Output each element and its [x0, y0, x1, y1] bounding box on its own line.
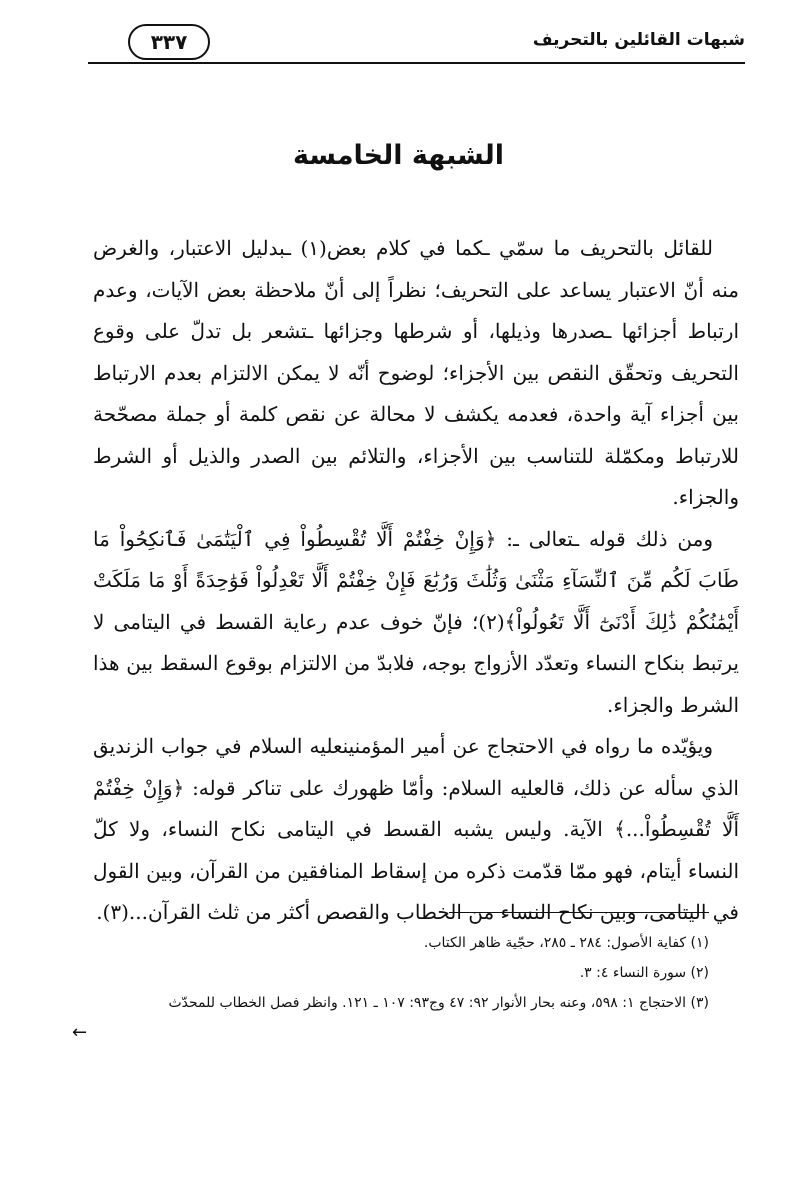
paragraph-1: للقائل بالتحريف ما سمّي ـكما في كلام بعض(١) ـبدليل الاعتبار، والغرض منه أنّ الاعتبار يساعد على التحريف؛ نظراً إلى أنّ ملاحظة بعض الآيات، وعدم ارتباط أجزائها ـصدرها وذيلها، أو شرطها وجزائها ـتشعر بل تدلّ على وقوع التحريف وتحقّق النقص بين الأجزاء؛ لوضوح أنّه لا يمكن الالتزام بعدم الارتباط بين أجزاء آية واحدة، فعدمه يكشف لا محالة عن نقص كلمة أو جملة مصحّحة للارتباط ومكمّلة للتناسب بين الأجزاء، والتلائم بين الصدر والذيل أو الشرط والجزاء. — [93, 236, 739, 509]
footnote-divider — [449, 912, 709, 913]
footnote-3: (٣) الاحتجاج ١: ٥٩٨، وعنه بحار الأنوار ٩٢: ٤٧ وج٩٣: ١٠٧ ـ ١٢١. وانظر فصل الخطاب للمحدّث — [168, 995, 709, 1011]
footnote-1: (١) كفاية الأصول: ٢٨٤ ـ ٢٨٥، حجّية ظاهر الكتاب. — [423, 935, 709, 951]
header-divider — [88, 62, 745, 64]
paragraph-3: ويؤيّده ما رواه في الاحتجاج عن أمير المؤمنينعليه السلام في جواب الزنديق الذي سأله عن ذلك، قالعليه السلام: وأمّا ظهورك على تناكر قوله: ﴿وَإِنْ خِفْتُمْ أَلَّا تُقْسِطُواْ...﴾ الآية. وليس يشبه القسط في اليتامى نكاح النساء، ولا كلّ النساء أيتام، فهو ممّا قدّمت ذكره من إسقاط المنافقين من القرآن، وبين القول في اليتامى، وبين نكاح النساء من الخطاب والقصص أكثر من ثلث القرآن...(٣). — [93, 734, 739, 924]
running-title: شبهات القائلين بالتحريف — [532, 30, 745, 50]
page-number: ٣٣٧ — [128, 24, 210, 60]
page-header — [88, 20, 745, 64]
footnote-2: (٢) سورة النساء ٤: ٣. — [579, 965, 709, 981]
main-text — [93, 228, 739, 934]
continue-arrow-icon: ← — [72, 1022, 88, 1043]
paragraph-2: ومن ذلك قوله ـتعالى ـ: ﴿وَإِنْ خِفْتُمْ أَلَّا تُقْسِطُواْ فِي ٱلْيَتَٰمَىٰ فَٱنكِحُواْ مَا طَابَ لَكُم مِّنَ ٱلنِّسَآءِ مَثْنَىٰ وَثُلَٰثَ وَرُبَٰعَ فَإِنْ خِفْتُمْ أَلَّا تَعْدِلُواْ فَوَٰحِدَةً أَوْ مَا مَلَكَتْ أَيْمَٰنُكُمْ ذَٰلِكَ أَدْنَىٰٓ أَلَّا تَعُولُواْ﴾(٢)؛ فإنّ خوف عدم رعاية القسط في اليتامى لا يرتبط بنكاح النساء وتعدّد الأزواج بوجه، فلابدّ من الالتزام بوقوع السقط بين هذا الشرط والجزاء. — [93, 526, 740, 717]
footnotes — [72, 928, 709, 1018]
section-title: الشبهة الخامسة — [292, 140, 505, 171]
